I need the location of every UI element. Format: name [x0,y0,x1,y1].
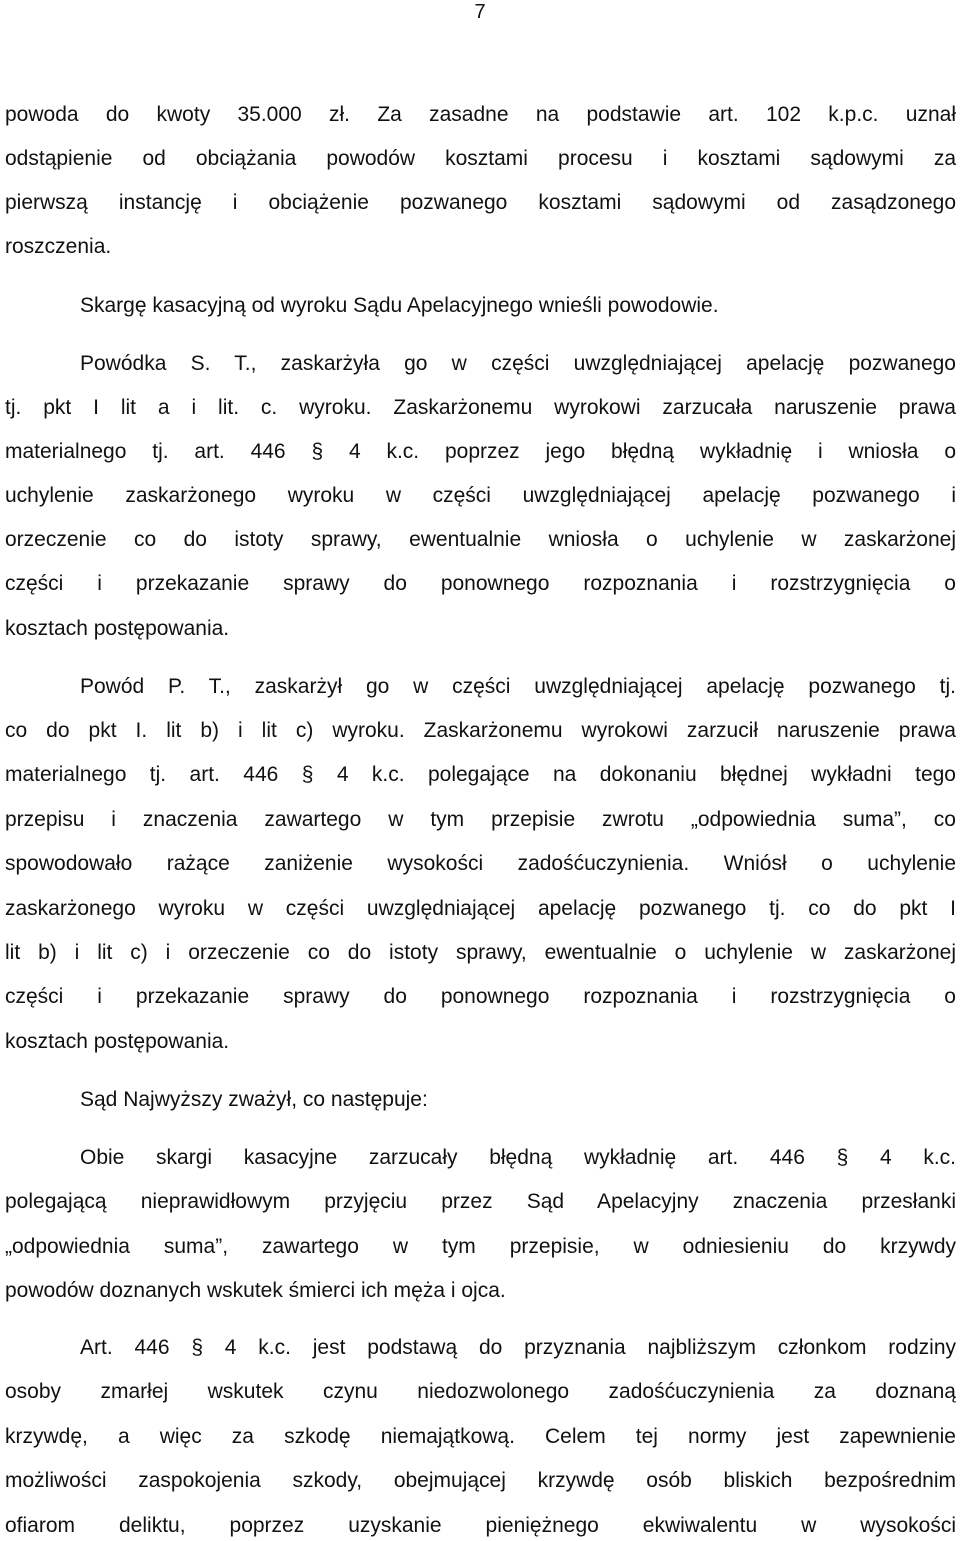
section-heading: Sąd Najwyższy zważył, co następuje: [80,1088,428,1111]
text-line: roszczenia. [5,235,112,258]
text-line: materialnego tj. art. 446 § 4 k.c. poprzez jego błędną wykładnię i wniosła o [5,440,956,463]
text-line: kosztach postępowania. [5,1030,230,1053]
text-line: powodów doznanych wskutek śmierci ich męża i ojca. [5,1279,506,1302]
text-line: pierwszą instancję i obciążenie pozwanego kosztami sądowymi od zasądzonego [5,191,956,214]
text-line: przepisu i znaczenia zawartego w tym przepisie zwrotu „odpowiednia suma”, co [5,808,956,831]
page-number: 7 [474,1,486,23]
text-line: osoby zmarłej wskutek czynu niedozwolonego zadośćuczynienia za doznaną [5,1380,956,1403]
text-line: Art. 446 § 4 k.c. jest podstawą do przyznania najbliższym członkom rodziny [80,1336,956,1359]
text-line: spowodowało rażące zaniżenie wysokości zadośćuczynienia. Wniósł o uchylenie [5,852,956,875]
text-line: kosztach postępowania. [5,617,230,640]
text-line: Powódka S. T., zaskarżyła go w części uwzględniającej apelację pozwanego [80,352,956,375]
text-line: Skargę kasacyjną od wyroku Sądu Apelacyjnego wnieśli powodowie. [80,294,719,317]
text-line: zaskarżonego wyroku w części uwzględniającej apelację pozwanego tj. co do pkt I [5,897,956,920]
text-line: Powód P. T., zaskarżył go w części uwzględniającej apelację pozwanego tj. [80,675,956,698]
text-line: „odpowiednia suma”, zawartego w tym przepisie, w odniesieniu do krzywdy [5,1235,956,1258]
text-line: Obie skargi kasacyjne zarzucały błędną wykładnię art. 446 § 4 k.c. [80,1146,956,1169]
text-line: uchylenie zaskarżonego wyroku w części uwzględniającej apelację pozwanego i [5,484,956,507]
text-line: części i przekazanie sprawy do ponownego rozpoznania i rozstrzygnięcia o [5,572,956,595]
text-line: części i przekazanie sprawy do ponownego rozpoznania i rozstrzygnięcia o [5,985,956,1008]
text-line: co do pkt I. lit b) i lit c) wyroku. Zaskarżonemu wyrokowi zarzucił naruszenie prawa [5,719,956,742]
text-line: ofiarom deliktu, poprzez uzyskanie pieniężnego ekwiwalentu w wysokości [5,1514,956,1537]
text-line: tj. pkt I lit a i lit. c. wyroku. Zaskarżonemu wyrokowi zarzucała naruszenie prawa [5,396,956,419]
text-line: odstąpienie od obciążania powodów kosztami procesu i kosztami sądowymi za [5,147,956,170]
text-line: krzywdę, a więc za szkodę niemajątkową. Celem tej normy jest zapewnienie [5,1425,956,1448]
text-line: możliwości zaspokojenia szkody, obejmującej krzywdę osób bliskich bezpośrednim [5,1469,956,1492]
text-line: polegającą nieprawidłowym przyjęciu przez Sąd Apelacyjny znaczenia przesłanki [5,1190,956,1213]
text-line: materialnego tj. art. 446 § 4 k.c. polegające na dokonaniu błędnej wykładni tego [5,763,956,786]
text-line: lit b) i lit c) i orzeczenie co do istoty sprawy, ewentualnie o uchylenie w zaskarżonej [5,941,956,964]
text-line: orzeczenie co do istoty sprawy, ewentualnie wniosła o uchylenie w zaskarżonej [5,528,956,551]
text-line: powoda do kwoty 35.000 zł. Za zasadne na podstawie art. 102 k.p.c. uznał [5,103,956,126]
